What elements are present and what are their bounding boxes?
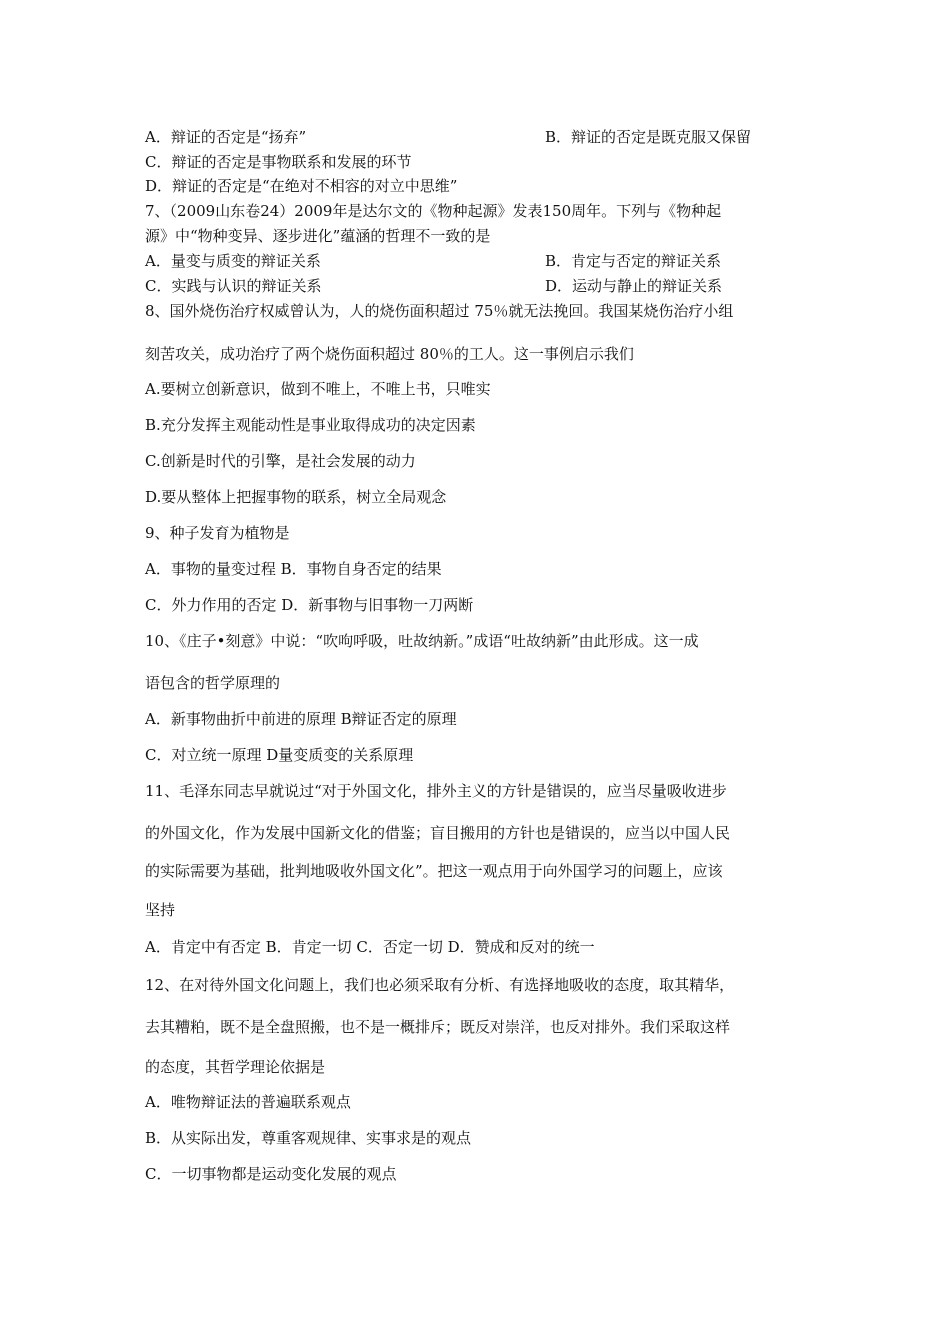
- q6-option-c: C．辩证的否定是事物联系和发展的环节: [145, 153, 412, 171]
- q7-option-b: B．肯定与否定的辩证关系: [545, 252, 722, 270]
- q11-stem-line-2: 的外国文化，作为发展中国新文化的借鉴；盲目搬用的方针也是错误的，应当以中国人民: [145, 824, 731, 842]
- q9-stem: 9、种子发育为植物是: [145, 524, 290, 542]
- q9-options-cd: C．外力作用的否定 D．新事物与旧事物一刀两断: [145, 596, 474, 614]
- q11-stem-line-1: 11、毛泽东同志早就说过“对于外国文化，排外主义的方针是错误的，应当尽量吸收进步: [145, 782, 727, 800]
- q11-stem-line-4: 坚持: [145, 901, 176, 919]
- q6-option-d: D．辩证的否定是“在绝对不相容的对立中思维”: [145, 177, 458, 195]
- q10-stem-line-2: 语包含的哲学原理的: [145, 674, 281, 692]
- q12-option-c: C．一切事物都是运动变化发展的观点: [145, 1165, 397, 1183]
- q7-option-a: A．量变与质变的辩证关系: [145, 252, 321, 270]
- q12-stem-line-2: 去其糟粕，既不是全盘照搬，也不是一概排斥；既反对崇洋，也反对排外。我们采取这样: [145, 1018, 731, 1036]
- q8-stem-line-2: 刻苦攻关，成功治疗了两个烧伤面积超过 80％的工人。这一事例启示我们: [145, 345, 634, 363]
- q8-option-b: B.充分发挥主观能动性是事业取得成功的决定因素: [145, 416, 476, 434]
- q11-stem-line-3: 的实际需要为基础，批判地吸收外国文化”。把这一观点用于向外国学习的问题上，应该: [145, 862, 723, 880]
- q7-option-c: C．实践与认识的辩证关系: [145, 277, 322, 295]
- q8-stem-line-1: 8、国外烧伤治疗权威曾认为，人的烧伤面积超过 75％就无法挽回。我国某烧伤治疗小组: [145, 302, 734, 320]
- q12-option-a: A．唯物辩证法的普遍联系观点: [145, 1093, 351, 1111]
- q10-options-ab: A．新事物曲折中前进的原理 B辩证否定的原理: [145, 710, 457, 728]
- q8-option-c: C.创新是时代的引擎，是社会发展的动力: [145, 452, 416, 470]
- q12-stem-line-3: 的态度，其哲学理论依据是: [145, 1058, 326, 1076]
- q10-options-cd: C．对立统一原理 D量变质变的关系原理: [145, 746, 414, 764]
- q9-options-ab: A．事物的量变过程 B．事物自身否定的结果: [145, 560, 442, 578]
- q12-stem-line-1: 12、在对待外国文化问题上，我们也必须采取有分析、有选择地吸收的态度，取其精华，: [145, 976, 735, 994]
- q12-option-b: B．从实际出发，尊重客观规律、实事求是的观点: [145, 1129, 472, 1147]
- q10-stem-line-1: 10、《庄子•刻意》中说：“吹呴呼吸，吐故纳新。”成语“吐故纳新”由此形成。这一成: [145, 632, 699, 650]
- q6-option-b: B．辩证的否定是既克服又保留: [545, 128, 752, 146]
- q7-option-d: D．运动与静止的辩证关系: [545, 277, 723, 295]
- q7-stem-line-2: 源》中“物种变异、逐步进化”蕴涵的哲理不一致的是: [145, 227, 491, 245]
- q11-options: A．肯定中有否定 B．肯定一切 C．否定一切 D．赞成和反对的统一: [145, 938, 595, 956]
- q8-option-a: A.要树立创新意识，做到不唯上，不唯上书，只唯实: [145, 380, 491, 398]
- q7-stem-line-1: 7、（2009山东卷24）2009年是达尔文的《物种起源》发表150周年。下列与《物种起: [145, 202, 722, 220]
- q6-option-a: A．辩证的否定是“扬弃”: [145, 128, 307, 146]
- q8-option-d: D.要从整体上把握事物的联系，树立全局观念: [145, 488, 447, 506]
